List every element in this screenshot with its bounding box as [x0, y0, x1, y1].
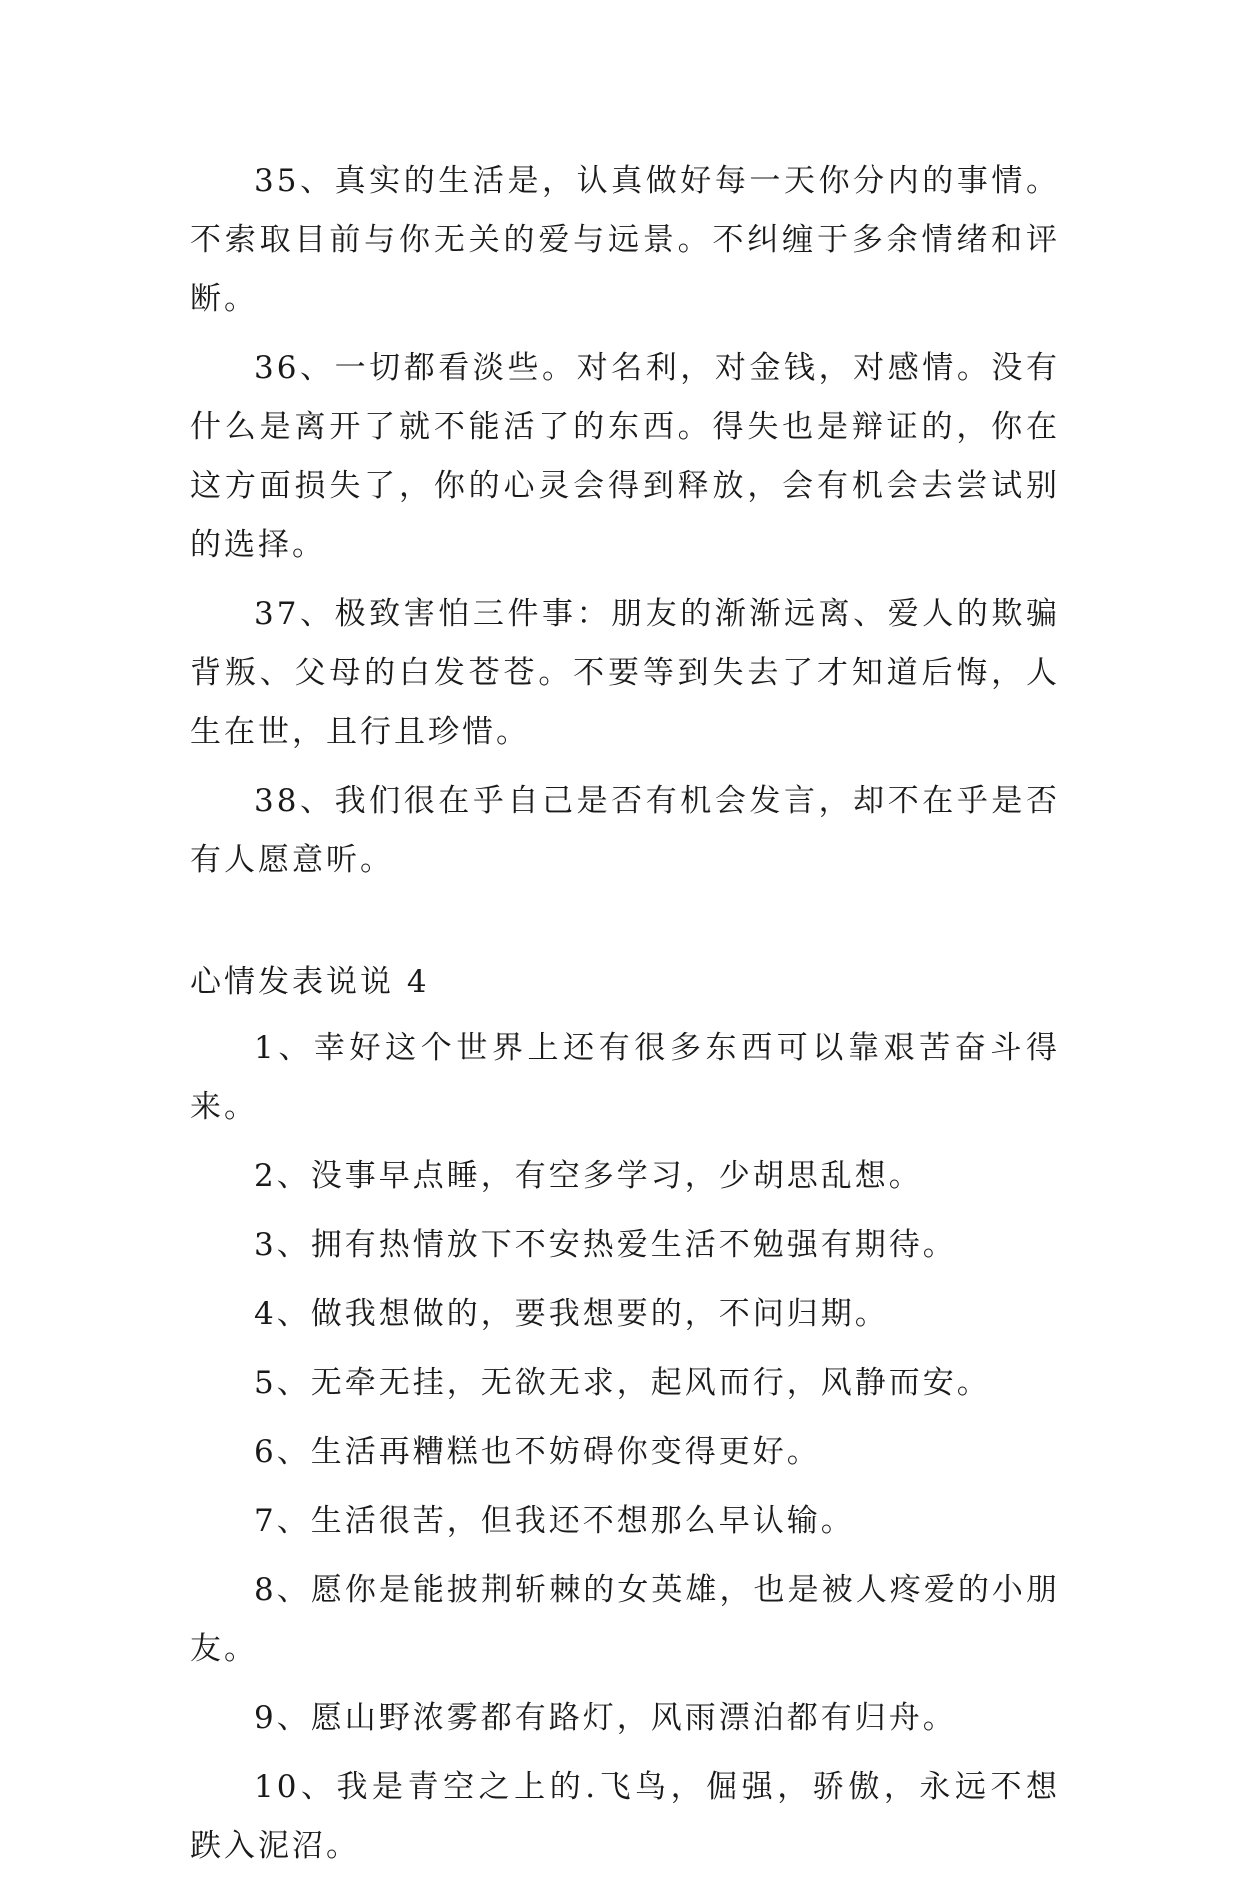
- paragraph-7: 7、生活很苦，但我还不想那么早认输。: [254, 1503, 855, 1539]
- section-heading: 心情发表说说 4: [190, 964, 430, 1000]
- paragraph-2: 2、没事早点睡，有空多学习，少胡思乱想。: [254, 1158, 923, 1194]
- paragraph-36: 36、一切都看淡些。对名利，对金钱，对感情。没有什么是离开了就不能活了的东西。得失也是辩证的，你在这方面损失了，你的心灵会得到释放，会有机会去尝试别的选择。: [190, 350, 1060, 563]
- document-body: [190, 152, 1060, 1886]
- paragraph-6: 6、生活再糟糕也不妨碍你变得更好。: [254, 1434, 821, 1470]
- paragraph-10: 10、我是青空之上的.飞鸟，倔强，骄傲，永远不想跌入泥沼。: [190, 1769, 1060, 1864]
- paragraph-9: 9、愿山野浓雾都有路灯，风雨漂泊都有归舟。: [254, 1700, 957, 1736]
- paragraph-8: 8、愿你是能披荆斩棘的女英雄，也是被人疼爱的小朋友。: [190, 1572, 1060, 1667]
- paragraph-38: 38、我们很在乎自己是否有机会发言，却不在乎是否有人愿意听。: [190, 783, 1060, 878]
- paragraph-1: 1、幸好这个世界上还有很多东西可以靠艰苦奋斗得来。: [190, 1030, 1060, 1125]
- paragraph-3: 3、拥有热情放下不安热爱生活不勉强有期待。: [254, 1227, 957, 1263]
- paragraph-4: 4、做我想做的，要我想要的，不问归期。: [254, 1296, 889, 1332]
- paragraph-37: 37、极致害怕三件事：朋友的渐渐远离、爱人的欺骗背叛、父母的白发苍苍。不要等到失去了才知道后悔，人生在世，且行且珍惜。: [190, 596, 1060, 750]
- paragraph-5: 5、无牵无挂，无欲无求，起风而行，风静而安。: [254, 1365, 991, 1401]
- paragraph-35: 35、真实的生活是，认真做好每一天你分内的事情。不索取目前与你无关的爱与远景。不纠缠于多余情绪和评断。: [190, 163, 1060, 317]
